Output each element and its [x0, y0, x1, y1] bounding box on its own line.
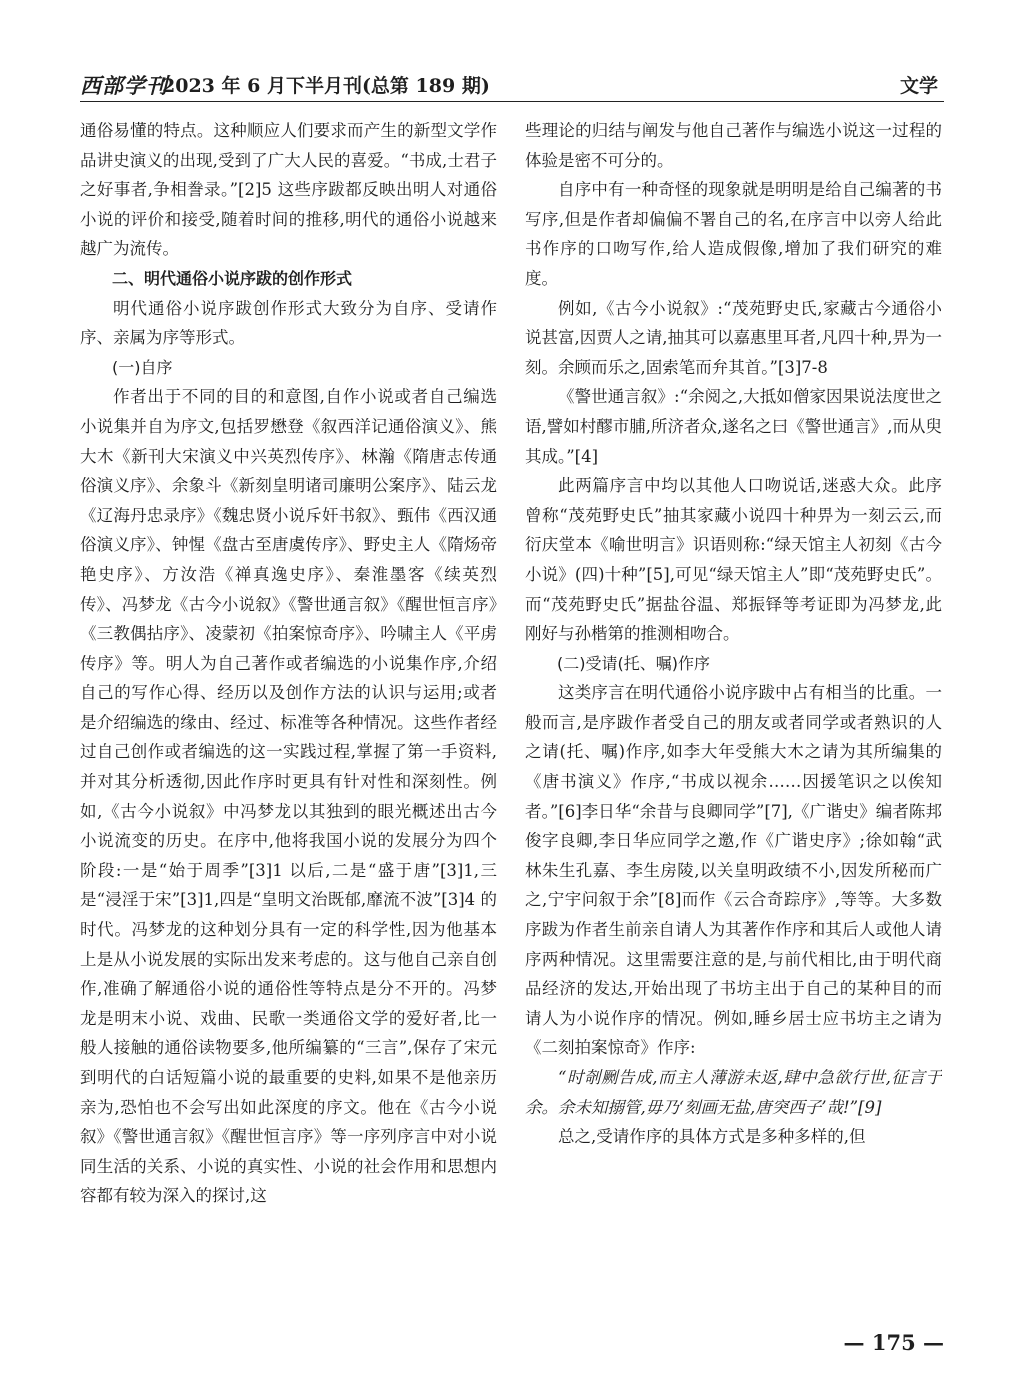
issue-info: 2023 年 6 月下半月刊(总第 189 期): [162, 75, 490, 97]
block-quote: “时剞劂告成,而主人薄游未返,肆中急欲行世,征言于余。余未知搦管,毋乃‘刻画无盐,唐突西子’哉!”[9]: [525, 1068, 942, 1117]
paragraph: 此两篇序言中均以其他人口吻说话,迷惑大众。此序曾称“茂苑野史氏”抽其家藏小说四十种畀为一刻云云,而衍庆堂本《喻世明言》识语则称:“绿天馆主人初刻《古今小说》(四)十种”[5],可见“绿天馆主人”即“茂苑野史氏”。而“茂苑野史氏”据盐谷温、郑振铎等考证即为冯梦龙,此刚好与孙楷第的推测相吻合。: [525, 476, 942, 644]
left-column: [80, 116, 497, 1296]
page-number: — 175 —: [843, 1330, 944, 1355]
paragraph: 作者出于不同的目的和意图,自作小说或者自己编选小说集并自为序文,包括罗懋登《叙西洋记通俗演义》、熊大木《新刊大宋演义中兴英烈传序》、林瀚《隋唐志传通俗演义序》、余象斗《新刻皇明诸司廉明公案序》、陆云龙《辽海丹忠录序》《魏忠贤小说斥奸书叙》、甄伟《西汉通俗演义序》、钟惺《盘古至唐虞传序》、野史主人《隋炀帝艳史序》、方汝浩《禅真逸史序》、秦淮墨客《续英烈传》、冯梦龙《古今小说叙》《警世通言叙》《醒世恒言序》《三教偶拈序》、凌蒙初《拍案惊奇序》、吟啸主人《平虏传序》等。明人为自己著作或者编选的小说集作序,介绍自己的写作心得、经历以及创作方法的认识与运用;或者是介绍编选的缘由、经过、标准等各种情况。这些作者经过自己创作或者编选的这一实践过程,掌握了第一手资料,并对其分析透彻,因此作序时更具有针对性和深刻性。例如,《古今小说叙》中冯梦龙以其独到的眼光概述出古今小说流变的历史。在序中,他将我国小说的发展分为四个阶段:一是“始于周季”[3]1 以后,二是“盛于唐”[3]1,三是“浸淫于宋”[3]1,四是“皇明文治既郁,靡流不波”[3]4 的时代。冯梦龙的这种划分具有一定的科学性,因为他基本上是从小说发展的实际出发来考虑的。这与他自己亲自创作,准确了解通俗小说的通俗性等特点是分不开的。冯梦龙是明末小说、戏曲、民歌一类通俗文学的爱好者,比一般人接触的通俗读物要多,他所编纂的“三言”,保存了宋元到明代的白话短篇小说的最重要的史料,如果不是他亲历亲为,恐怕也不会写出如此深度的序文。他在《古今小说叙》《警世通言叙》《醒世恒言序》等一序列序言中对小说同生活的关系、小说的真实性、小说的社会作用和思想内容都有较为深入的探讨,这: [80, 387, 497, 1206]
paragraph: 这类序言在明代通俗小说序跋中占有相当的比重。一般而言,是序跋作者受自己的朋友或者同学或者熟识的人之请(托、嘱)作序,如李大年受熊大木之请为其所编集的《唐书演义》作序,“书成以视余……因援笔识之以俟知者。”[6]李日华“余昔与良卿同学”[7],《广谐史》编者陈邦俊字良卿,李日华应同学之邀,作《广谐史序》;徐如翰“武林朱生孔嘉、李生房陵,以关皇明政绩不小,因发所秘而广之,宁宇问叙于余”[8]而作《云合奇踪序》,等等。大多数序跋为作者生前亲自请人为其著作作序和其后人或他人请序两种情况。这里需要注意的是,与前代相比,由于明代商品经济的发达,开始出现了书坊主出于自己的某种目的而请人为小说作序的情况。例如,睡乡居士应书坊主之请为《二刻拍案惊奇》作序:: [525, 683, 942, 1058]
section-label: 文学: [899, 75, 938, 97]
header-rule: [80, 101, 944, 102]
paragraph: 些理论的归结与阐发与他自己著作与编选小说这一过程的体验是密不可分的。: [525, 121, 942, 170]
journal-logo: 西部学刊: [80, 73, 168, 98]
paragraph: 总之,受请作序的具体方式是多种多样的,但: [558, 1127, 866, 1147]
subsection-heading: (二)受请(托、嘱)作序: [557, 653, 710, 673]
paragraph: 例如,《古今小说叙》:“茂苑野史氏,家藏古今通俗小说甚富,因贾人之请,抽其可以嘉惠里耳者,凡四十种,畀为一刻。余顾而乐之,固索笔而弁其首。”[3]7-8: [525, 298, 942, 377]
subsection-heading: (一)自序: [112, 357, 173, 377]
paragraph: 《警世通言叙》:“余阅之,大抵如僧家因果说法度世之语,譬如村醪市脯,所济者众,遂名之曰《警世通言》,而从臾其成。”[4]: [525, 387, 942, 466]
section-heading: 二、明代通俗小说序跋的创作形式: [112, 268, 353, 288]
running-header: [80, 70, 944, 98]
paragraph: 通俗易懂的特点。这种顺应人们要求而产生的新型文学作品讲史演义的出现,受到了广大人民的喜爱。“书成,士君子之好事者,争相誊录。”[2]5 这些序跋都反映出明人对通俗小说的评价和接受,随着时间的推移,明代的通俗小说越来越广为流传。: [80, 121, 497, 259]
paragraph: 明代通俗小说序跋创作形式大致分为自序、受请作序、亲属为序等形式。: [80, 298, 497, 348]
right-column: [525, 116, 942, 1296]
paragraph: 自序中有一种奇怪的现象就是明明是给自己编著的书写序,但是作者却偏偏不署自己的名,在序言中以旁人给此书作序的口吻写作,给人造成假像,增加了我们研究的难度。: [525, 180, 942, 288]
